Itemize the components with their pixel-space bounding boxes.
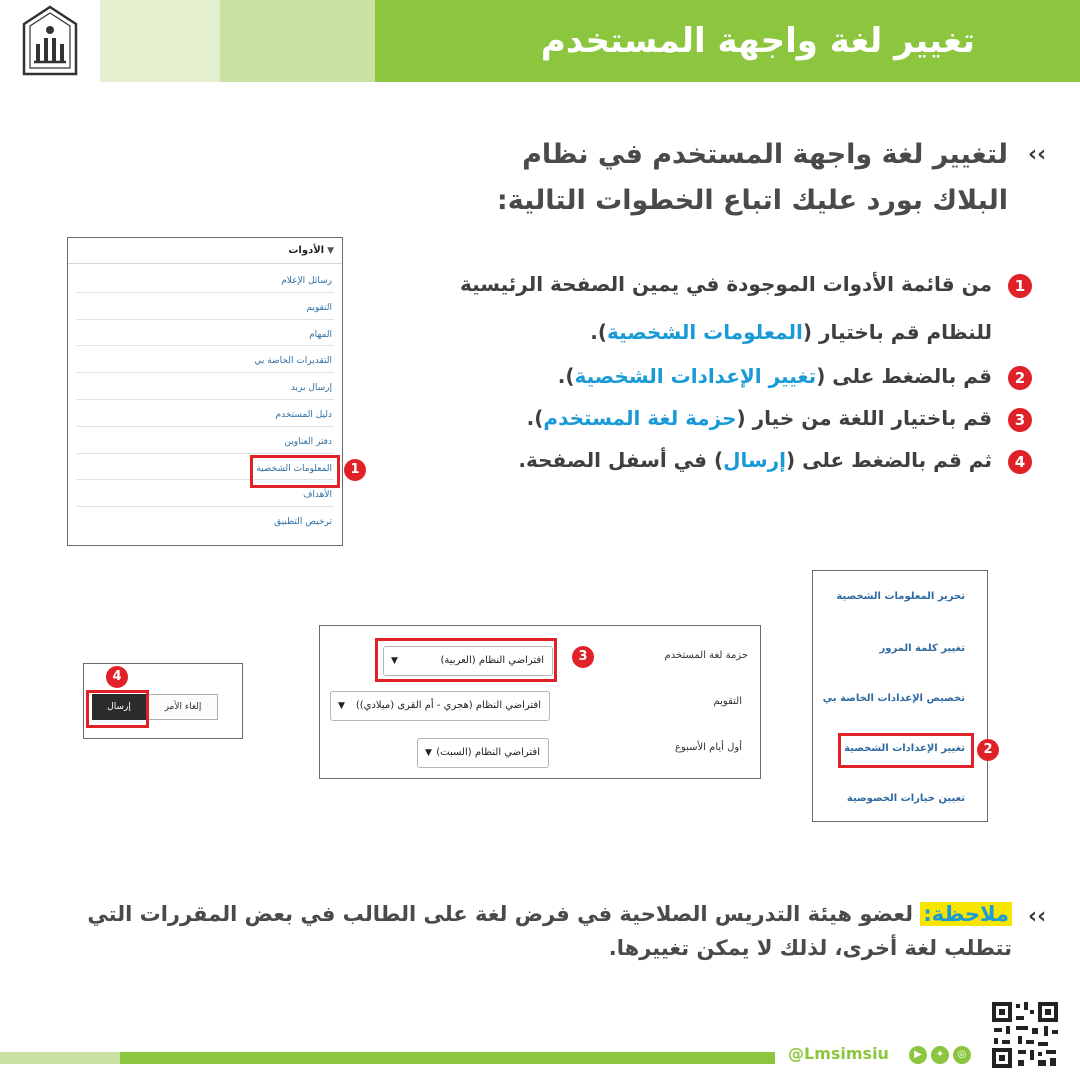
step-text: ).	[557, 364, 575, 388]
chevron-left-icon: ‹‹	[1028, 904, 1047, 929]
tools-item-personal-info[interactable]: المعلومات الشخصية	[76, 454, 334, 481]
university-logo-icon	[18, 4, 82, 80]
step-badge-3: 3	[572, 646, 594, 668]
intro-line-2: البلاك بورد عليك اتباع الخطوات التالية:	[496, 185, 1008, 216]
intro-text	[368, 132, 1008, 224]
step-number-badge: 1	[1008, 274, 1032, 298]
instagram-icon[interactable]: ◎	[953, 1046, 971, 1064]
tools-item-calendar[interactable]: التقويم	[76, 293, 334, 320]
highlight-box-personal-info	[250, 455, 340, 488]
chevron-left-icon: ‹‹	[1028, 142, 1047, 167]
steps-list	[392, 272, 1032, 490]
step-2	[392, 364, 1032, 406]
page-title: تغيير لغة واجهة المستخدم	[540, 21, 975, 61]
tools-item-notifications[interactable]: رسائل الإعلام	[76, 266, 334, 293]
step-highlight: إرسال	[723, 448, 787, 472]
cancel-button[interactable]: إلغاء الأمر	[148, 694, 218, 720]
first-weekday-select[interactable]	[417, 738, 549, 768]
step-text: ) في أسفل الصفحة.	[518, 448, 724, 472]
settings-item-change-personal-settings[interactable]: تغيير الإعدادات الشخصية	[844, 743, 965, 754]
first-weekday-label: أول أيام الأسبوع	[674, 742, 742, 753]
step-highlight: حزمة لغة المستخدم	[543, 406, 737, 430]
submit-button[interactable]: إرسال	[92, 694, 146, 720]
footer-bar-light	[0, 1052, 120, 1064]
header-bar	[375, 0, 1080, 82]
tools-item-address-book[interactable]: دفتر العناوين	[76, 427, 334, 454]
twitter-icon[interactable]: ✦	[931, 1046, 949, 1064]
caret-down-icon: ▼	[327, 246, 334, 256]
step-badge-2: 2	[977, 739, 999, 761]
highlight-box-change-settings	[838, 733, 974, 768]
header-band-light	[100, 0, 220, 82]
highlight-box-language-pack	[375, 638, 557, 682]
step-text: ).	[590, 320, 608, 344]
caret-down-icon: ▼	[391, 656, 398, 666]
step-1-continued	[392, 320, 1032, 364]
highlight-box-submit	[86, 690, 149, 728]
step-text: ).	[526, 406, 544, 430]
step-highlight: المعلومات الشخصية	[607, 320, 803, 344]
header-logo-area	[0, 0, 100, 82]
step-text: قم بالضغط على (	[816, 364, 992, 388]
calendar-label: التقويم	[713, 696, 742, 707]
header-band-mid	[220, 0, 375, 82]
settings-item-change-password[interactable]: تغيير كلمة المرور	[879, 643, 965, 654]
settings-item-edit-info[interactable]: تحرير المعلومات الشخصية	[836, 591, 965, 602]
tools-item-goals[interactable]: الأهداف	[76, 480, 334, 507]
step-number-badge: 2	[1008, 366, 1032, 390]
personal-info-menu-screenshot	[812, 570, 988, 822]
calendar-value: افتراضي النظام (هجري - أم القرى (ميلادي))	[355, 700, 541, 711]
youtube-icon[interactable]: ▶	[909, 1046, 927, 1064]
step-highlight: تغيير الإعدادات الشخصية	[574, 364, 817, 388]
first-weekday-value: افتراضي النظام (السبت)	[436, 747, 540, 758]
tools-item-my-grades[interactable]: التقديرات الخاصة بي	[76, 346, 334, 373]
step-text: من قائمة الأدوات الموجودة في يمين الصفحة الرئيسية	[459, 272, 992, 296]
caret-down-icon: ▼	[338, 701, 345, 711]
note-body: لعضو هيئة التدريس الصلاحية في فرض لغة على الطالب في بعض المقررات التي تتطلب لغة أخرى، لذلك لا يمكن تغييرها.	[87, 902, 1012, 960]
step-4	[392, 448, 1032, 490]
tools-item-user-directory[interactable]: دليل المستخدم	[76, 400, 334, 427]
tools-menu-screenshot	[67, 237, 343, 546]
intro-line-1: لتغيير لغة واجهة المستخدم في نظام	[522, 139, 1008, 170]
settings-item-customize[interactable]: تخصيص الإعدادات الخاصة بي	[822, 693, 965, 704]
tools-item-tasks[interactable]: المهام	[76, 320, 334, 347]
tools-menu-title: الأدوات	[288, 245, 325, 256]
tools-menu-list	[76, 266, 334, 534]
tools-item-send-email[interactable]: إرسال بريد	[76, 373, 334, 400]
step-1	[392, 272, 1032, 320]
step-badge-1: 1	[344, 459, 366, 481]
step-text: قم باختيار اللغة من خيار (	[736, 406, 992, 430]
social-handle[interactable]: @Lmsimsiu	[788, 1044, 889, 1063]
step-number-badge: 3	[1008, 408, 1032, 432]
step-number-badge: 4	[1008, 450, 1032, 474]
step-text: للنظام قم باختيار (	[802, 320, 992, 344]
step-3	[392, 406, 1032, 448]
step-text: ثم قم بالضغط على (	[786, 448, 992, 472]
footer-bar	[120, 1052, 775, 1064]
tools-item-app-license[interactable]: ترخيص التطبيق	[274, 517, 332, 528]
tools-menu-header[interactable]	[68, 238, 342, 264]
step-badge-4: 4	[106, 666, 128, 688]
settings-item-privacy[interactable]: تعيين خيارات الخصوصية	[846, 793, 965, 804]
language-pack-label: حزمة لغة المستخدم	[664, 650, 748, 661]
note-label: ملاحظة:	[920, 902, 1012, 926]
calendar-select[interactable]	[330, 691, 550, 721]
language-pack-value: افتراضي النظام (العربية)	[440, 655, 544, 666]
note-text	[62, 897, 1012, 965]
caret-down-icon: ▼	[425, 748, 432, 758]
qr-code-icon	[990, 1000, 1060, 1070]
